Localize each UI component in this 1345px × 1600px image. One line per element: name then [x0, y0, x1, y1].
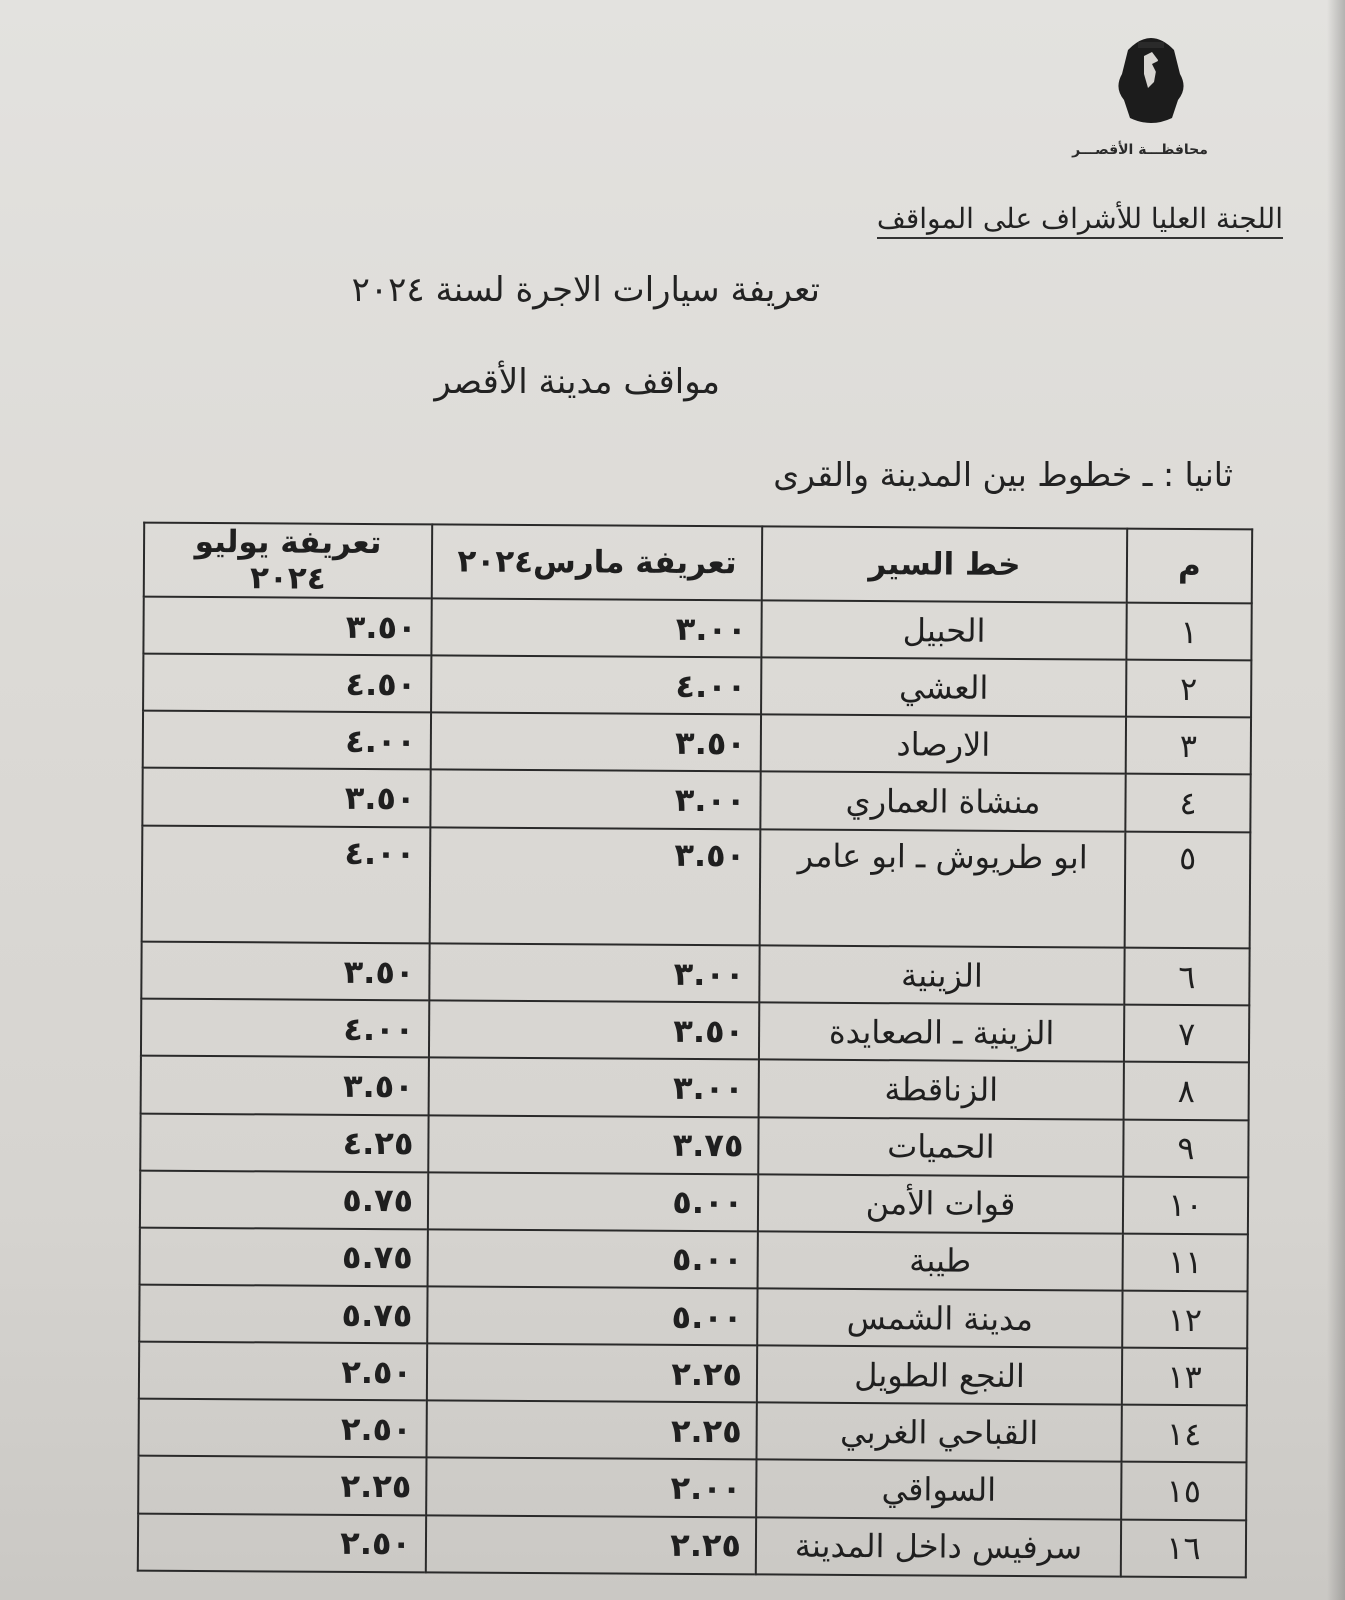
- july-fare: ٤.٥٠: [143, 654, 431, 713]
- row-number: ١٣: [1122, 1348, 1247, 1406]
- july-fare: ٤.٢٥: [140, 1113, 428, 1172]
- table-row: [139, 1399, 1247, 1463]
- row-number: ١٢: [1122, 1291, 1247, 1349]
- july-fare: ٤.٠٠: [142, 825, 431, 943]
- route-name: منشاة العماري: [760, 772, 1125, 831]
- table-row: [141, 1056, 1249, 1120]
- table-row: [139, 1342, 1247, 1406]
- july-fare: ٤.٠٠: [141, 999, 429, 1058]
- document-title: تعريفة سيارات الاجرة لسنة ٢٠٢٤: [351, 270, 820, 310]
- march-fare: ٣.٥٠: [430, 827, 761, 945]
- march-fare: ٣.٥٠: [431, 713, 761, 772]
- governorate-logo-icon: [1108, 30, 1194, 126]
- table-header-row: [144, 523, 1252, 604]
- table-row: [143, 711, 1251, 775]
- july-fare: ٤.٠٠: [143, 711, 431, 770]
- route-name: طيبة: [758, 1231, 1123, 1290]
- route-name: الزينية ـ الصعايدة: [759, 1003, 1124, 1062]
- table-row: [140, 1170, 1248, 1234]
- column-header-july-fare: تعريفة يوليو ٢٠٢٤: [144, 523, 432, 599]
- row-number: ٤: [1125, 774, 1250, 832]
- july-fare: ٣.٥٠: [142, 768, 430, 827]
- table-row: [142, 825, 1251, 948]
- fare-table: [137, 522, 1253, 1579]
- july-fare: ٢.٥٠: [139, 1342, 427, 1401]
- route-name: الارصاد: [761, 715, 1126, 774]
- march-fare: ٢.٢٥: [427, 1344, 757, 1403]
- july-fare: ٣.٥٠: [141, 1056, 429, 1115]
- row-number: ١٥: [1121, 1462, 1246, 1520]
- route-name: الحميات: [758, 1117, 1123, 1176]
- table-row: [140, 1227, 1248, 1291]
- row-number: ١٠: [1123, 1176, 1248, 1234]
- row-number: ١١: [1123, 1233, 1248, 1291]
- march-fare: ٥.٠٠: [428, 1229, 758, 1288]
- row-number: ٩: [1123, 1119, 1248, 1177]
- table-row: [138, 1456, 1246, 1520]
- document-subtitle: مواقف مدينة الأقصر: [434, 362, 720, 402]
- table-row: [140, 1113, 1248, 1177]
- row-number: ١٦: [1121, 1519, 1246, 1577]
- row-number: ١٤: [1121, 1405, 1246, 1463]
- row-number: ٣: [1126, 717, 1251, 775]
- paper-edge-shadow: [1327, 0, 1345, 1600]
- table-row: [139, 1285, 1247, 1349]
- column-header-route: خط السير: [762, 526, 1127, 602]
- route-name: القباحي الغربي: [756, 1403, 1121, 1462]
- july-fare: ٣.٥٠: [143, 597, 431, 656]
- july-fare: ٢.٥٠: [139, 1399, 427, 1458]
- july-fare: ٥.٧٥: [139, 1285, 427, 1344]
- july-fare: ٣.٥٠: [141, 942, 429, 1001]
- july-fare: ٥.٧٥: [140, 1170, 428, 1229]
- route-name: ابو طريوش ـ ابو عامر: [760, 829, 1126, 948]
- route-name: العشي: [761, 658, 1126, 717]
- table-row: [142, 768, 1250, 832]
- july-fare: ٥.٧٥: [140, 1227, 428, 1286]
- row-number: ٨: [1124, 1062, 1249, 1120]
- row-number: ٢: [1126, 660, 1251, 718]
- row-number: ١: [1126, 603, 1251, 661]
- section-heading: ثانيا : ـ خطوط بين المدينة والقرى: [773, 455, 1233, 494]
- route-name: النجع الطويل: [757, 1346, 1122, 1405]
- march-fare: ٣.٧٥: [428, 1115, 758, 1174]
- column-header-march-fare: تعريفة مارس٢٠٢٤: [432, 524, 762, 600]
- march-fare: ٤.٠٠: [431, 656, 761, 715]
- march-fare: ٣.٠٠: [429, 1058, 759, 1117]
- march-fare: ٣.٠٠: [429, 943, 759, 1002]
- table-row: [141, 942, 1249, 1006]
- march-fare: ٢.٢٥: [427, 1401, 757, 1460]
- route-name: سرفيس داخل المدينة: [756, 1517, 1121, 1577]
- march-fare: ٣.٥٠: [429, 1001, 759, 1060]
- july-fare: ٢.٥٠: [138, 1513, 426, 1572]
- table-row: [141, 999, 1249, 1063]
- march-fare: ٣.٠٠: [430, 770, 760, 829]
- route-name: الحبيل: [761, 600, 1126, 659]
- march-fare: ٥.٠٠: [428, 1172, 758, 1231]
- march-fare: ٢.٠٠: [426, 1458, 756, 1517]
- route-name: قوات الأمن: [758, 1174, 1123, 1233]
- governorate-name: محافظـــة الأقصـــر: [1072, 142, 1208, 158]
- march-fare: ٢.٢٥: [426, 1515, 756, 1574]
- row-number: ٧: [1124, 1005, 1249, 1063]
- row-number: ٥: [1125, 831, 1251, 948]
- route-name: الزناقطة: [759, 1060, 1124, 1119]
- row-number: ٦: [1124, 948, 1249, 1006]
- route-name: الزينية: [759, 945, 1124, 1004]
- table-row: [143, 654, 1251, 718]
- route-name: مدينة الشمس: [757, 1288, 1122, 1347]
- column-header-number: م: [1127, 529, 1252, 604]
- committee-heading: اللجنة العليا للأشراف على المواقف: [877, 202, 1283, 239]
- table-row: [138, 1513, 1246, 1577]
- route-name: السواقي: [756, 1460, 1121, 1519]
- table-row: [143, 597, 1251, 661]
- july-fare: ٢.٢٥: [138, 1456, 426, 1515]
- march-fare: ٣.٠٠: [431, 598, 761, 657]
- march-fare: ٥.٠٠: [427, 1286, 757, 1345]
